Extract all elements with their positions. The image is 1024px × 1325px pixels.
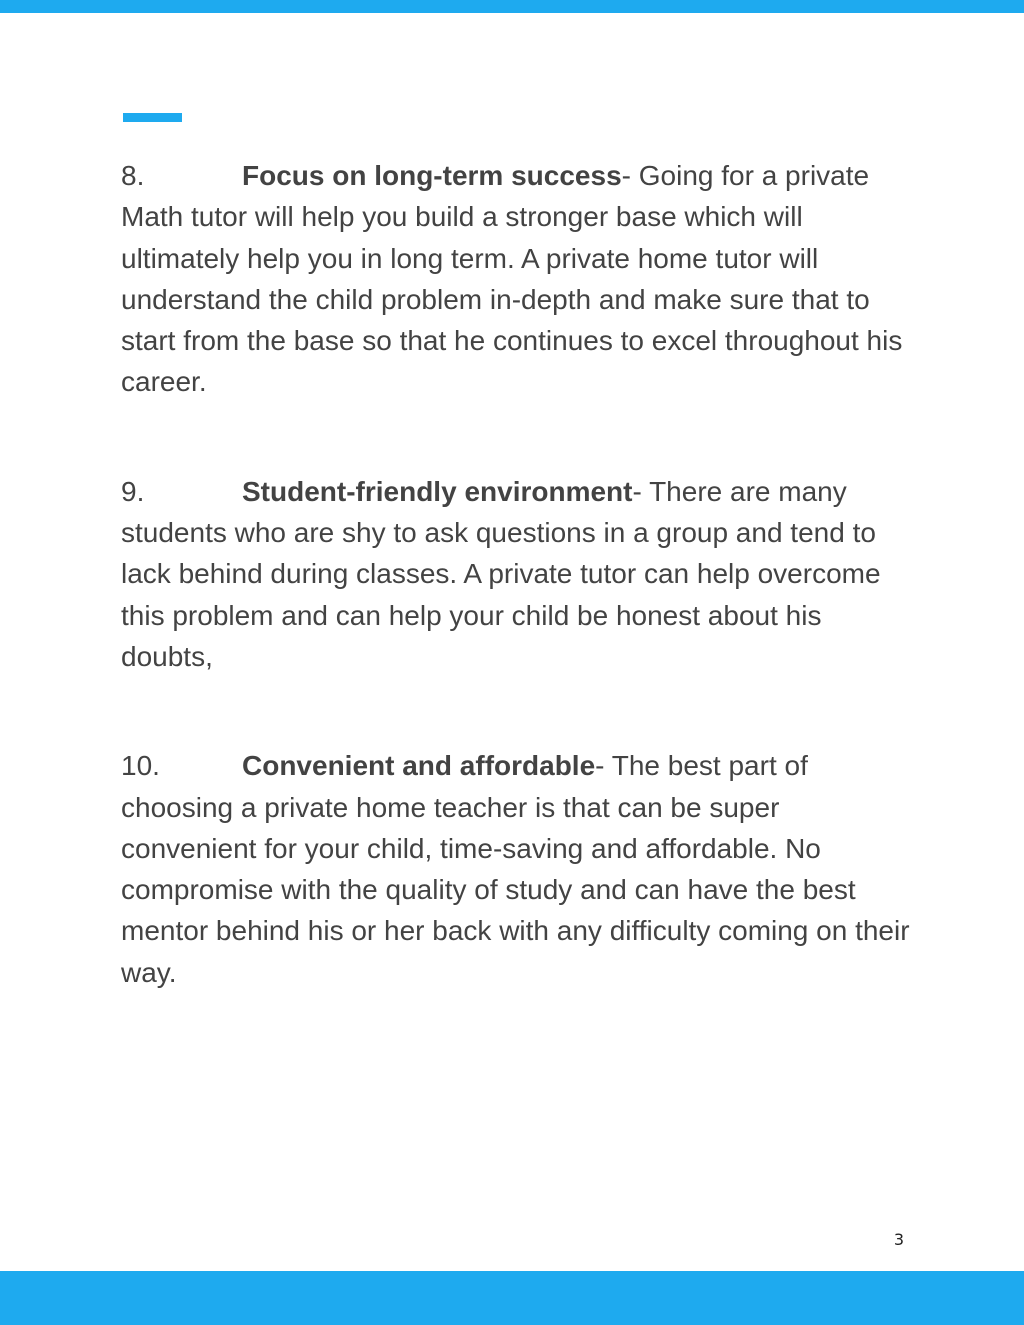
- list-item-8: [121, 155, 911, 403]
- document-body: [121, 155, 911, 993]
- item-number: 8.: [121, 160, 145, 191]
- item-heading: Student-friendly environment: [242, 475, 633, 507]
- item-body: - Going for a private Math tutor will help you build a stronger base which will ultimately help you in long term. A private home tutor will understand the child problem in-depth and make sure that to start from the base so that he continues to excel throughout his career.: [121, 160, 903, 398]
- item-heading: Convenient and affordable: [242, 750, 596, 782]
- list-item-10: [121, 745, 911, 993]
- item-heading: Focus on long-term success: [242, 160, 622, 191]
- item-body: - The best part of choosing a private home teacher is that can be super convenient for your child, time-saving and affordable. No compromise with the quality of study and can have the best mentor behind his or her back with any difficulty coming on their way.: [121, 750, 910, 988]
- item-number: 9.: [121, 475, 145, 507]
- accent-dash: [123, 113, 182, 122]
- bottom-accent-bar: [0, 1271, 1024, 1325]
- top-accent-bar: [0, 0, 1024, 13]
- item-body: - There are many students who are shy to ask questions in a group and tend to lack behind during classes. A private tutor can help overcome this problem and can help your child be honest about his doubts,: [121, 475, 881, 672]
- item-number: 10.: [121, 750, 160, 782]
- list-item-9: [121, 471, 911, 677]
- page-number: 3: [893, 1230, 904, 1249]
